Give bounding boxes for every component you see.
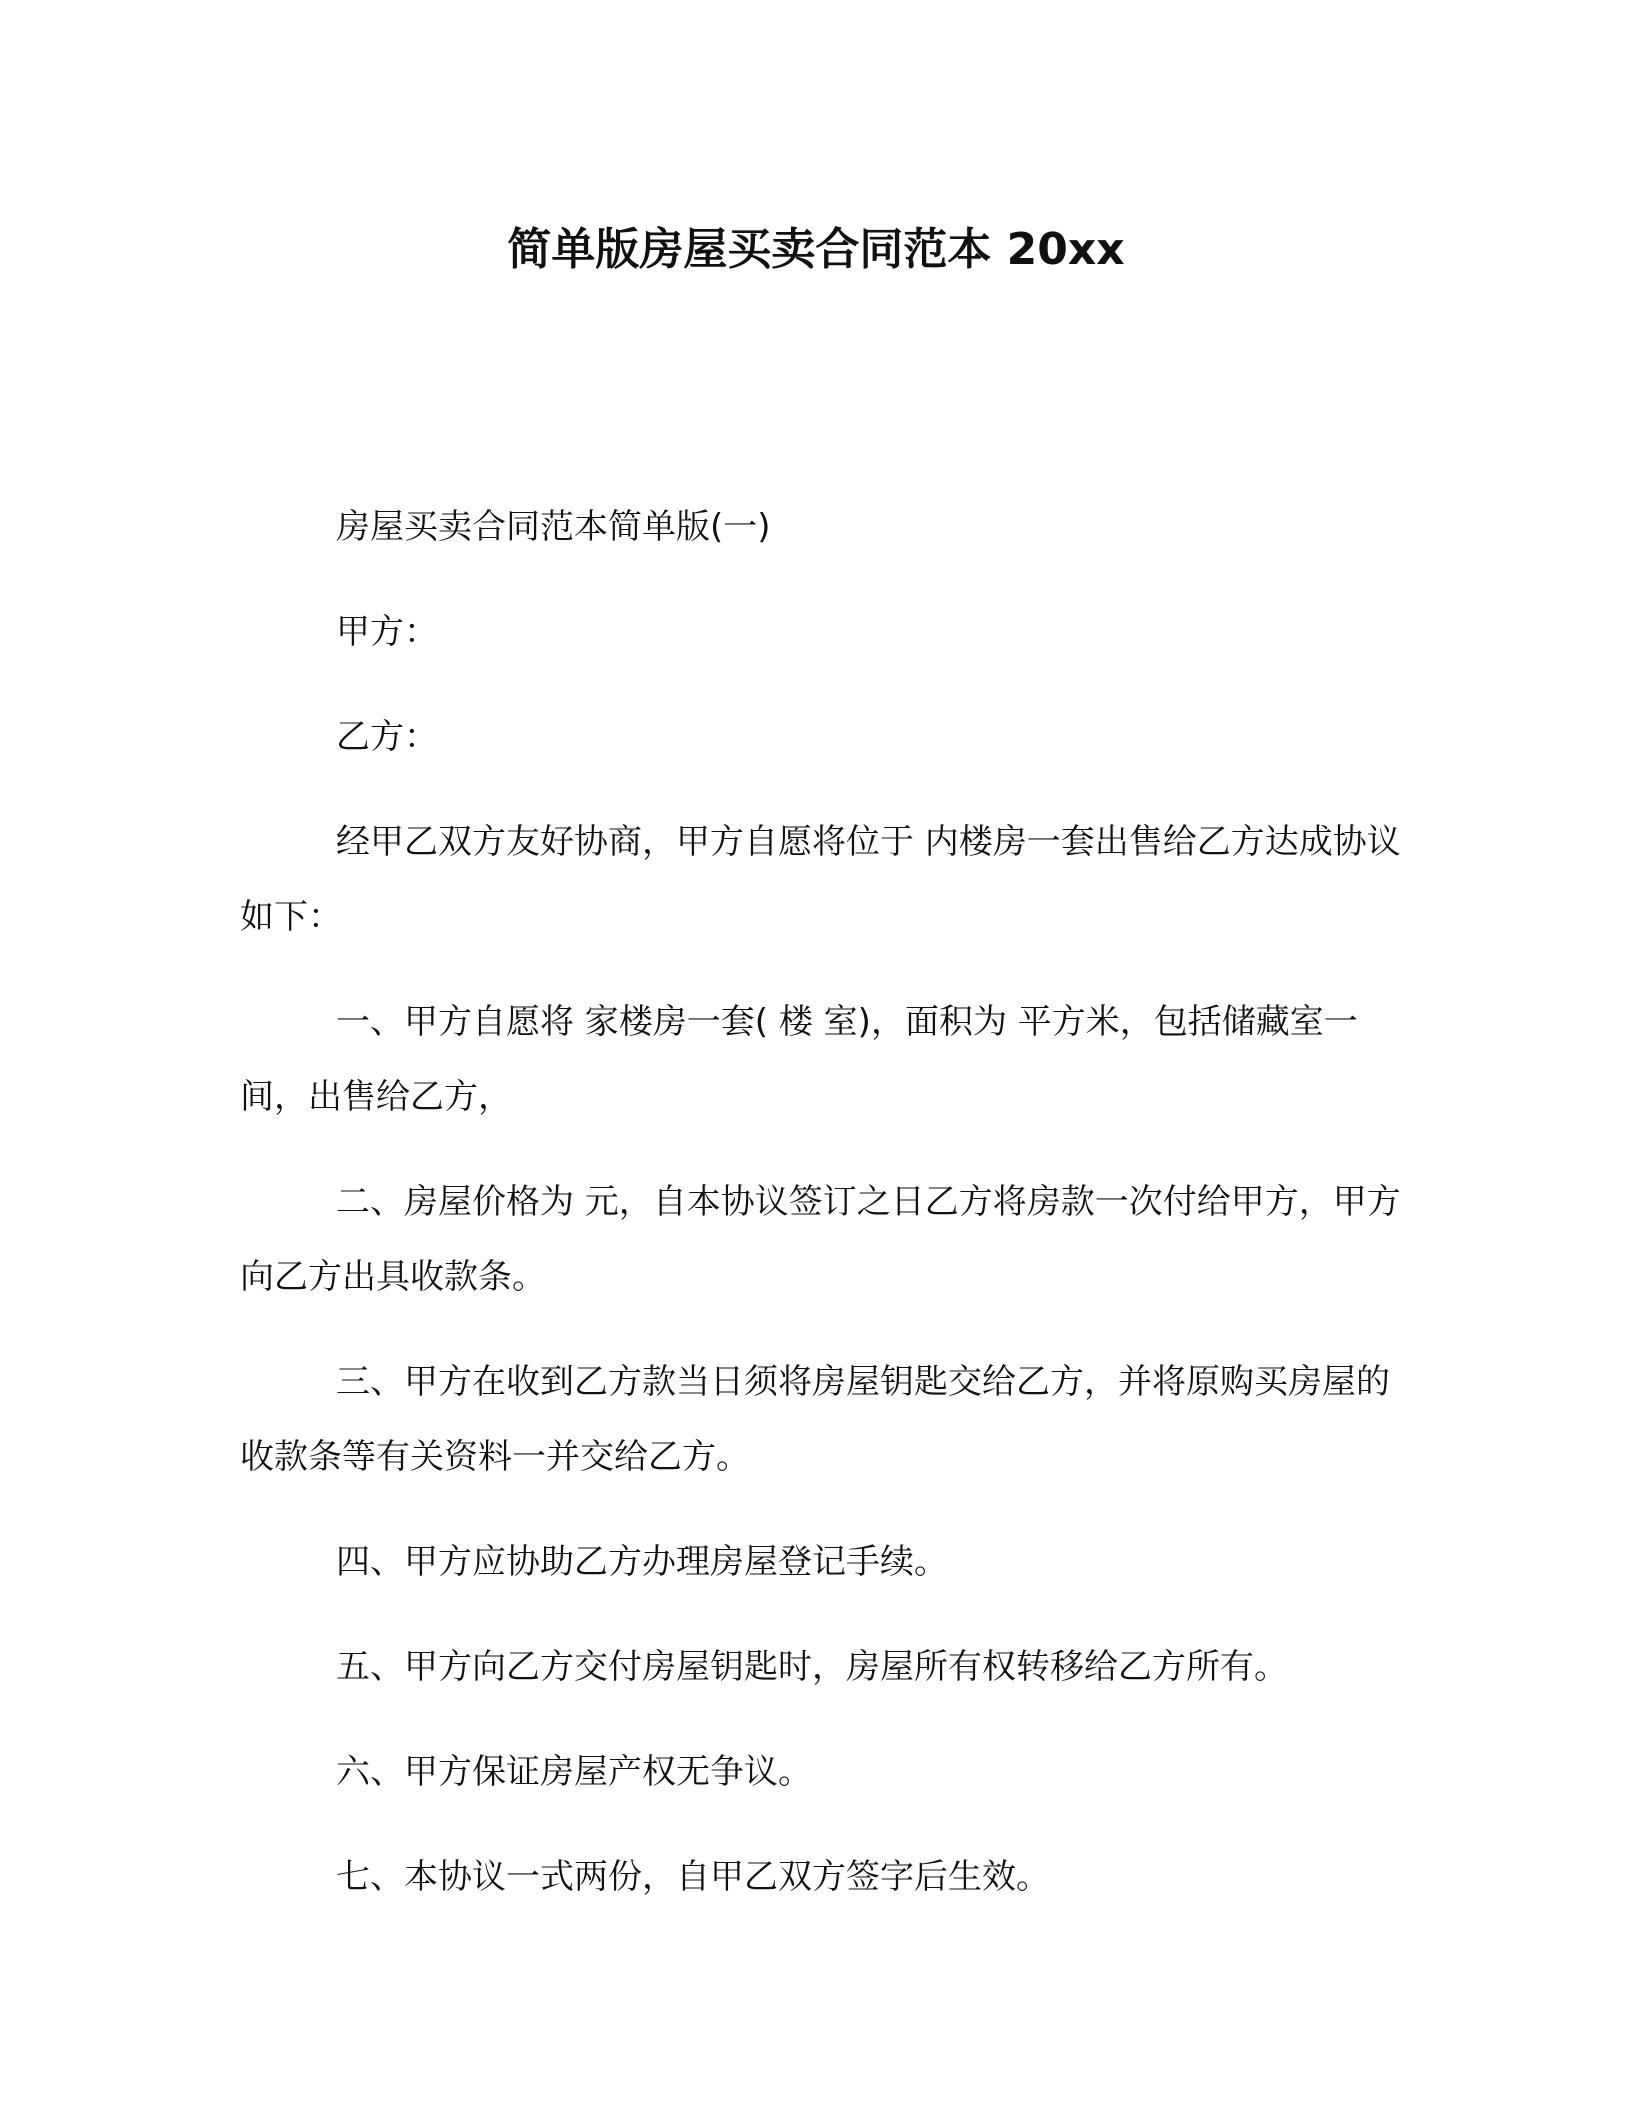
clause-4: 四、甲方应协助乙方办理房屋登记手续。 xyxy=(336,1542,948,1582)
document-title: 简单版房屋买卖合同范本 20xx xyxy=(507,224,1125,275)
clause-7: 七、本协议一式两份，自甲乙双方签字后生效。 xyxy=(336,1857,1050,1897)
contract-subtitle: 房屋买卖合同范本简单版(一) xyxy=(336,507,771,547)
party-a-label: 甲方： xyxy=(336,612,438,652)
party-b-label: 乙方： xyxy=(336,717,438,757)
clause-2: 二、房屋价格为 元，自本协议签订之日乙方将房款一次付给甲方，甲方向乙方出具收款条。 xyxy=(240,1182,1401,1297)
clause-6: 六、甲方保证房屋产权无争议。 xyxy=(336,1752,812,1792)
document-body xyxy=(240,490,1404,1945)
clause-3: 三、甲方在收到乙方款当日须将房屋钥匙交给乙方，并将原购买房屋的收款条等有关资料一并交给乙方。 xyxy=(240,1362,1390,1477)
clause-1: 一、甲方自愿将 家楼房一套( 楼 室)，面积为 平方米，包括储藏室一间，出售给乙方， xyxy=(240,1002,1358,1117)
intro-paragraph: 经甲乙双方友好协商，甲方自愿将位于 内楼房一套出售给乙方达成协议如下： xyxy=(240,822,1401,937)
clause-5: 五、甲方向乙方交付房屋钥匙时，房屋所有权转移给乙方所有。 xyxy=(336,1647,1288,1687)
